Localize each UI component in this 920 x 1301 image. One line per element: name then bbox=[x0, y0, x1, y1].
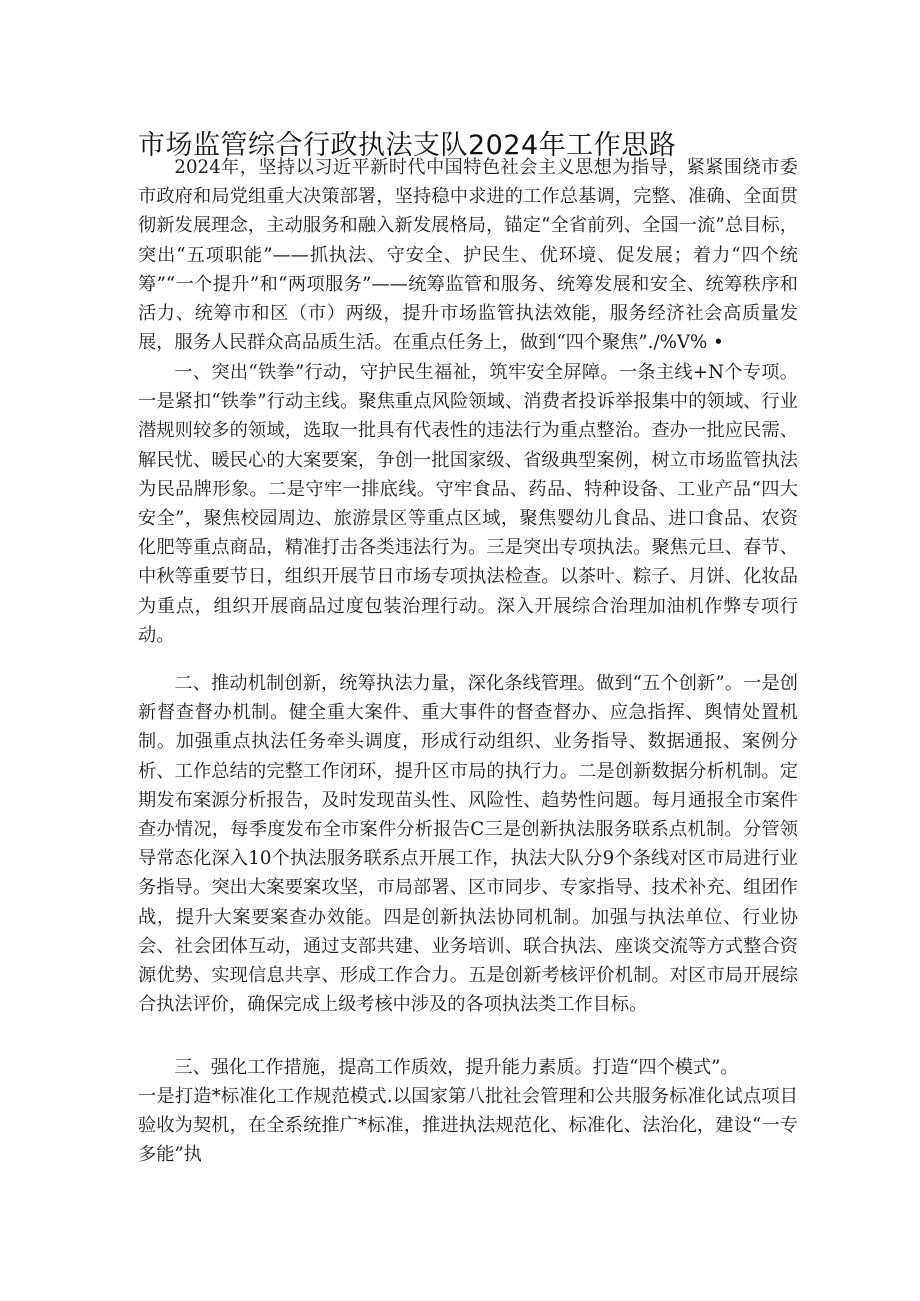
section-two-paragraph: 二、推动机制创新，统筹执法力量，深化条线管理。做到“五个创新”。一是创新督查督办机制。健全重大案件、重大事件的督查督办、应急指挥、舆情处置机制。加强重点执法任务牵头调度，形成行动组织、业务指导、数据通报、案例分析、工作总结的完整工作闭环，提升区市局的执行力。二是创新数据分析机制。定期发布案源分析报告，及时发现苗头性、风险性、趋势性问题。每月通报全市案件查办情况，每季度发布全市案件分析报告C三是创新执法服务联系点机制。分管领导常态化深入10个执法服务联系点开展工作，执法大队分9个条线对区市局进行业务指导。突出大案要案攻坚，市局部署、区市同步、专家指导、技术补充、组团作战，提升大案要案查办效能。四是创新执法协同机制。加强与执法单位、行业协会、社会团体互动，通过支部共建、业务培训、联合执法、座谈交流等方式整合资源优势、实现信息共享、形成工作合力。五是创新考核评价机制。对区市局开展综合执法评价，确保完成上级考核中涉及的各项执法类工作目标。 bbox=[138, 673, 798, 1016]
intro-paragraph: 2024年，坚持以习近平新时代中国特色社会主义思想为指导，紧紧围绕市委市政府和局党组重大决策部署，坚持稳中求进的工作总基调，完整、准确、全面贯彻新发展理念，主动服务和融入新发展格局，锚定“全省前列、全国一流”总目标，突出“五项职能”——抓执法、守安全、护民生、优环境、促发展；着力“四个统筹”“一个提升”和“两项服务”——统筹监管和服务、统筹发展和安全、统筹秩序和活力、统筹市和区（市）两级，提升市场监管执法效能，服务经济社会高质量发展，服务人民群众高品质生活。在重点任务上，做到“四个聚焦”.∕%V% • bbox=[138, 157, 798, 354]
document-title: 市场监管综合行政执法支队2024年工作思路 bbox=[138, 130, 677, 161]
section-one-paragraph: 一、突出“铁拳”行动，守护民生福祉，筑牢安全屏障。一条主线+N个专项。一是紧扣“铁拳”行动主线。聚焦重点风险领域、消费者投诉举报集中的领域、行业潜规则较多的领域，选取一批具有代表性的违法行为重点整治。查办一批应民需、解民忧、暖民心的大案要案，争创一批国家级、省级典型案例，树立市场监管执法为民品牌形象。二是守牢一排底线。守牢食品、药品、特种设备、工业产品“四大安全”，聚焦校园周边、旅游景区等重点区域，聚焦婴幼儿食品、进口食品、农资化肥等重点商品，精准打击各类违法行为。三是突出专项执法。聚焦元旦、春节、中秋等重要节日，组织开展节日市场专项执法检查。以茶叶、粽子、月饼、化妆品为重点，组织开展商品过度包装治理行动。深入开展综合治理加油机作弊专项行动。 bbox=[138, 362, 798, 646]
section-three-body-paragraph: 一是打造*标准化工作规范模式.以国家第八批社会管理和公共服务标准化试点项目验收为契机，在全系统推广*标准，推进执法规范化、标准化、法治化，建设“一专多能”执 bbox=[138, 1086, 798, 1166]
section-three-heading-paragraph: 三、强化工作措施，提高工作质效，提升能力素质。打造“四个模式”。 bbox=[174, 1057, 739, 1078]
